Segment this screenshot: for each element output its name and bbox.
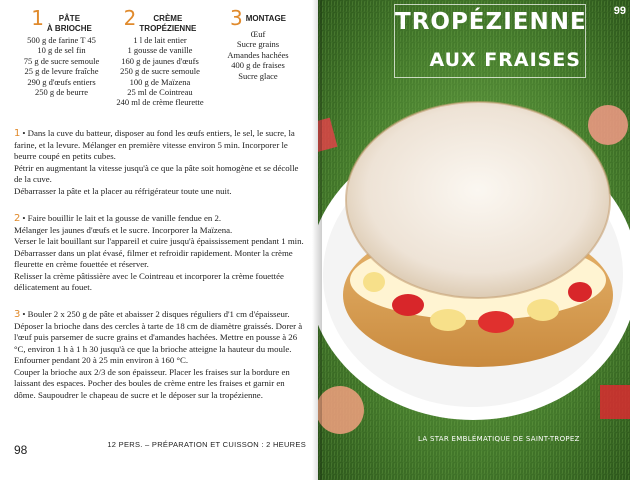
step-number: 1: [14, 128, 21, 139]
ingredient-item: 25 g de levure fraîche: [24, 66, 99, 77]
ingredient-item: 500 g de farine T 45: [27, 35, 96, 45]
servings-time: 12 PERS. – PRÉPARATION ET CUISSON : 2 HEURES: [107, 440, 306, 449]
ingredient-item: 290 g d'œufs entiers: [27, 76, 96, 87]
ingredients-brioche: [14, 8, 109, 97]
page-number: 99: [613, 5, 626, 17]
page-title: TROPÉZIENNE: [395, 9, 587, 35]
ingredient-item: 75 g de sucre semoule: [23, 55, 100, 66]
ingredient-item: 1 gousse de vanille: [127, 45, 193, 56]
step-1: [14, 128, 306, 197]
ingredient-item: 240 ml de crème fleurette: [116, 97, 204, 108]
photo-caption: LA STAR EMBLÉMATIQUE DE SAINT-TROPEZ: [418, 435, 580, 443]
right-page: [318, 0, 630, 480]
ingredient-item: 10 g de sel fin: [37, 45, 86, 56]
ingredient-item: 160 g de jaunes d'œufs: [121, 55, 199, 66]
step-2: [14, 213, 306, 294]
ingredient-item: Sucre grains: [236, 39, 280, 50]
ingredient-item: 250 g de beurre: [34, 87, 89, 98]
ingredient-item: 100 g de Maïzena: [129, 76, 191, 87]
ingredient-number: 3: [229, 6, 243, 30]
step-number: 2: [14, 213, 21, 224]
ingredient-title: PÂTE À BRIOCHE: [46, 14, 92, 33]
ingredient-number: 1: [31, 6, 44, 30]
left-footer: [14, 440, 306, 460]
ingredient-title: MONTAGE: [245, 14, 287, 23]
page-subtitle: AUX FRAISES: [429, 49, 581, 71]
ingredient-list: [212, 29, 304, 81]
ingredient-item: 25 ml de Cointreau: [127, 87, 193, 98]
ingredients-creme: [110, 8, 210, 108]
step-text: • Dans la cuve du batteur, disposer au fond les œufs entiers, le sel, le sucre, la farine, et la levure. Mélanger en première vitesse environ 5 min. Incorporer le beurre coupé en petits cubes. Pétrir en augmentant la vitesse jusqu'à ce que la pâte soit homogène et se décolle de la cuve. Débarrasser la pâte et la placer au réfrigérateur toute une nuit.: [14, 128, 299, 196]
ingredient-title: CRÈME TROPÉZIENNE: [139, 14, 197, 33]
step-number: 3: [14, 309, 21, 320]
ingredients-montage: [212, 8, 304, 81]
step-text: • Bouler 2 x 250 g de pâte et abaisser 2 disques réguliers d'1 cm d'épaisseur. Déposer la brioche dans des cercles à tarte de 18 cm de diamètre graissés. Dorer à l'œuf puis parsemer de sucre grains et d'amandes hachées. Mettre en pousse à 26 °C, environ 1 h à 1 h 30 jusqu'à ce que la brioche atteigne la hauteur du moule. Enfourner pendant 20 à 25 min environ à 160 °C. Couper la brioche aux 2/3 de son épaisseur. Placer les fraises sur la bordure en laissant des espaces. Pocher des boules de crème entre les fraises et garnir en dôme. Saupoudrer le chapeau de sucre et le déposer sur la tropézienne.: [14, 309, 303, 400]
ingredient-list: [14, 35, 109, 97]
ingredient-item: 1 l de lait entier: [133, 35, 187, 45]
ingredient-item: 250 g de sucre semoule: [120, 66, 200, 77]
page-number: 98: [14, 443, 28, 457]
title-frame: [394, 4, 586, 78]
ingredient-list: [110, 35, 210, 108]
step-3: [14, 309, 306, 401]
step-text: • Faire bouillir le lait et la gousse de vanille fendue en 2. Mélanger les jaunes d'œufs et le sucre. Incorporer la Maïzena. Verser le lait bouillant sur l'appareil et cuire jusqu'à épaississement pendant 1 min. Débarrasser dans un plat évasé, filmer et refroidir rapidement. Monter la crème fleurette en crème fouettée et réserver. Relisser la crème pâtissière avec le Cointreau et incorporer la crème fouettée délicatement au fouet.: [14, 213, 304, 292]
page-gutter: [312, 0, 322, 480]
ingredient-number: 2: [123, 6, 137, 30]
ingredient-item: 400 g de fraises: [231, 60, 285, 71]
ingredient-item: Amandes hachées: [227, 49, 289, 60]
ingredient-item: Sucre glace: [238, 70, 278, 81]
ingredient-item: Œuf: [250, 29, 266, 39]
